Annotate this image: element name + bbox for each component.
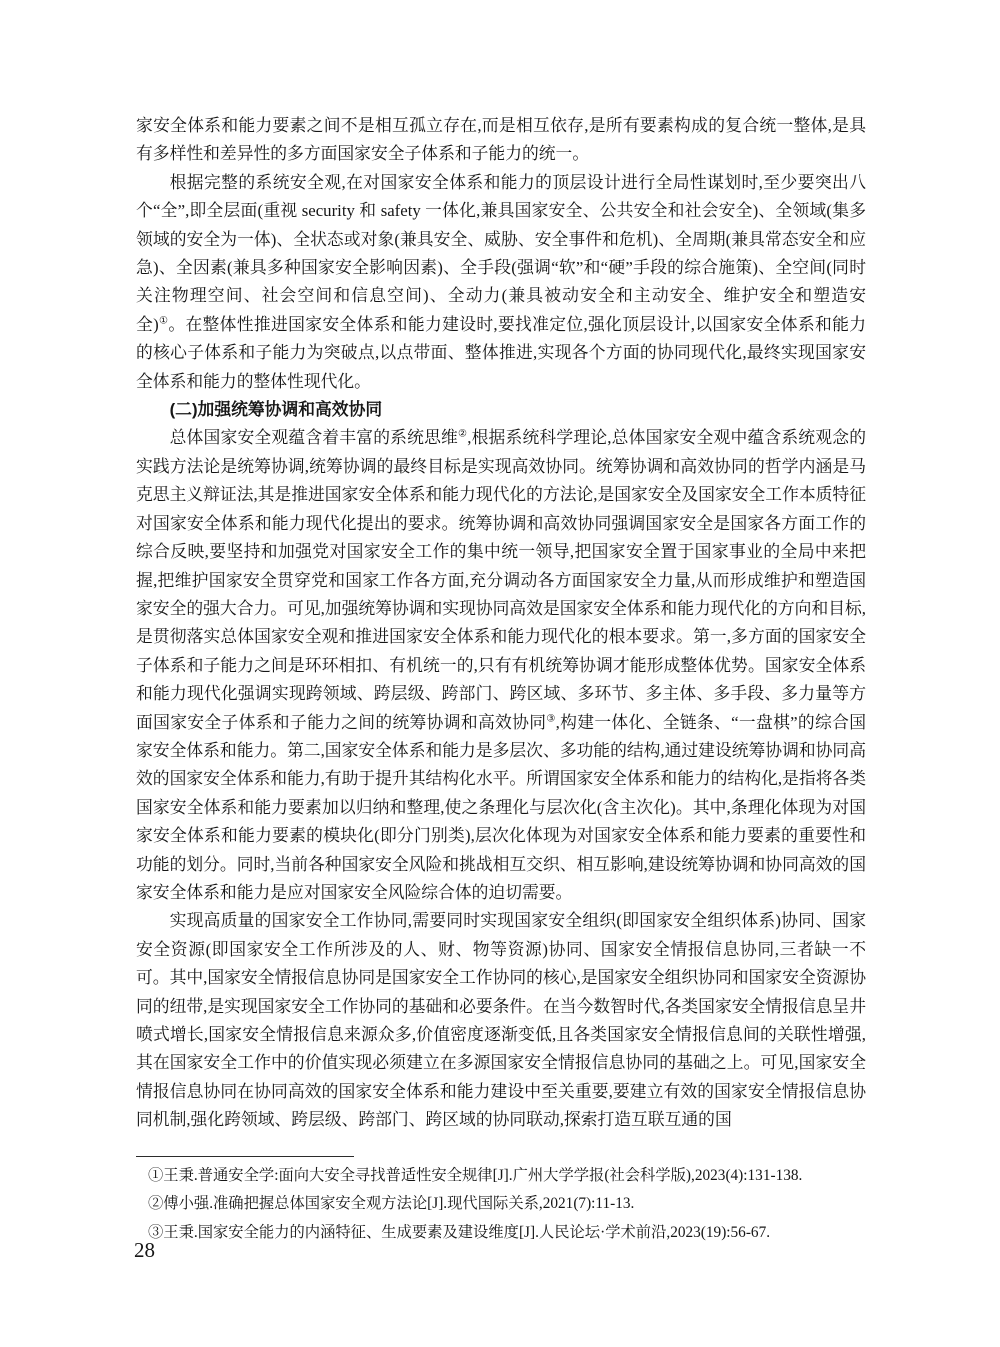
text-run: ,构建一体化、全链条、“一盘棋”的综合国家安全体系和能力。第二,国家安全体系和能力是多层次、多功能的结构,通过建设统筹协调和协同高效的国家安全体系和能力,有助于提升其结构化水平。所谓国家安全体系和能力的结构化,是指将各类国家安全体系和能力要素加以归纳和整理,使之条理化与层次化(含主次化)。其中,条理化体现为对国家安全体系和能力要素的模块化(即分门别类),层次化体现为对国家安全体系和能力要素的重要性和功能的划分。同时,当前各种国家安全风险和挑战相互交织、相互影响,建设统筹协调和协同高效的国家安全体系和能力是应对国家安全风险综合体的迫切需要。 [136, 712, 866, 902]
text-run: 根据完整的系统安全观,在对国家安全体系和能力的顶层设计进行全局性谋划时,至少要突出八个“全”,即全层面(重视 security 和 safety 一体化,兼具国家安全、公共安全和社会安全)、全领域(集多领域的安全为一体)、全状态或对象(兼具安全、威胁、安全事件和危机)、全周期(兼具常态安全和应急)、全因素(兼具多种国家安全影响因素)、全手段(强调“软”和“硬”手段的综合施策)、全空间(同时关注物理空间、社会空间和信息空间)、全动力(兼具被动安全和主动安全、维护安全和塑造安全) [136, 172, 866, 334]
paragraph-intelligence-synergy [136, 907, 866, 1134]
footnote-ref-mark: ③ [546, 712, 556, 724]
text-run: (二)加强统筹协调和高效协同 [169, 400, 383, 420]
paragraph-coordination [136, 424, 866, 907]
paragraph-eight-quan [136, 169, 866, 396]
footnote-item: ③王秉.国家安全能力的内涵特征、生成要素及建设维度[J].人民论坛·学术前沿,2023(19):56-67. [148, 1223, 771, 1241]
footnote-item: ①王秉.普通安全学:面向大安全寻找普适性安全规律[J].广州大学学报(社会科学版),2023(4):131-138. [148, 1167, 803, 1184]
article-body [136, 112, 866, 1135]
page-number: 28 [134, 1238, 155, 1262]
footnote-item: ②傅小强.准确把握总体国家安全观方法论[J].现代国际关系,2021(7):11-13. [148, 1195, 635, 1213]
paragraph-continuation [136, 112, 866, 169]
text-run: 。在整体性推进国家安全体系和能力建设时,要找准定位,强化顶层设计,以国家安全体系和能力的核心子体系和子能力为突破点,以点带面、整体推进,实现各个方面的协同现代化,最终实现国家安全体系和能力的整体性现代化。 [136, 314, 866, 391]
text-run: 总体国家安全观蕴含着丰富的系统思维 [169, 428, 459, 448]
text-run: 实现高质量的国家安全工作协同,需要同时实现国家安全组织(即国家安全组织体系)协同、国家安全资源(即国家安全工作所涉及的人、财、物等资源)协同、国家安全情报信息协同,三者缺一不可。其中,国家安全情报信息协同是国家安全工作协同的核心,是国家安全组织协同和国家安全资源协同的纽带,是实现国家安全工作协同的基础和必要条件。在当今数智时代,各类国家安全情报信息呈井喷式增长,国家安全情报信息来源众多,价值密度逐渐变低,且各类国家安全情报信息间的关联性增强,其在国家安全工作中的价值实现必须建立在多源国家安全情报信息协同的基础之上。可见,国家安全情报信息协同在协同高效的国家安全体系和能力建设中至关重要,要建立有效的国家安全情报信息协同机制,强化跨领域、跨层级、跨部门、跨区域的协同联动,探索打造互联互通的国 [136, 911, 867, 1130]
text-run: ,根据系统科学理论,总体国家安全观中蕴含系统观念的实践方法论是统筹协调,统筹协调的最终目标是实现高效协同。统筹协调和高效协同的哲学内涵是马克思主义辩证法,其是推进国家安全体系和能力现代化的方法论,是国家安全及国家安全工作本质特征对国家安全体系和能力现代化提出的要求。统筹协调和高效协同强调国家安全是国家各方面工作的综合反映,要坚持和加强党对国家安全工作的集中统一领导,把国家安全置于国家事业的全局中来把握,把维护国家安全贯穿党和国家工作各方面,充分调动各方面国家安全力量,从而形成维护和塑造国家安全的强大合力。可见,加强统筹协调和实现协同高效是国家安全体系和能力现代化的方向和目标,是贯彻落实总体国家安全观和推进国家安全体系和能力现代化的根本要求。第一,多方面的国家安全子体系和子能力之间是环环相扣、有机统一的,只有有机统筹协调才能形成整体优势。国家安全体系和能力现代化强调实现跨领域、跨层级、跨部门、跨区域、多环节、多主体、多手段、多力量等方面国家安全子体系和子能力之间的统筹协调和高效协同 [136, 428, 866, 732]
section-heading-2 [136, 396, 866, 424]
footnotes-section [136, 1162, 866, 1247]
text-run: 家安全体系和能力要素之间不是相互孤立存在,而是相互依存,是所有要素构成的复合统一整体,是具有多样性和差异性的多方面国家安全子体系和子能力的统一。 [136, 116, 866, 164]
footnote-ref-mark: ② [458, 428, 468, 440]
footnote-ref-mark: ① [158, 315, 169, 327]
footnote-separator [136, 1156, 354, 1157]
